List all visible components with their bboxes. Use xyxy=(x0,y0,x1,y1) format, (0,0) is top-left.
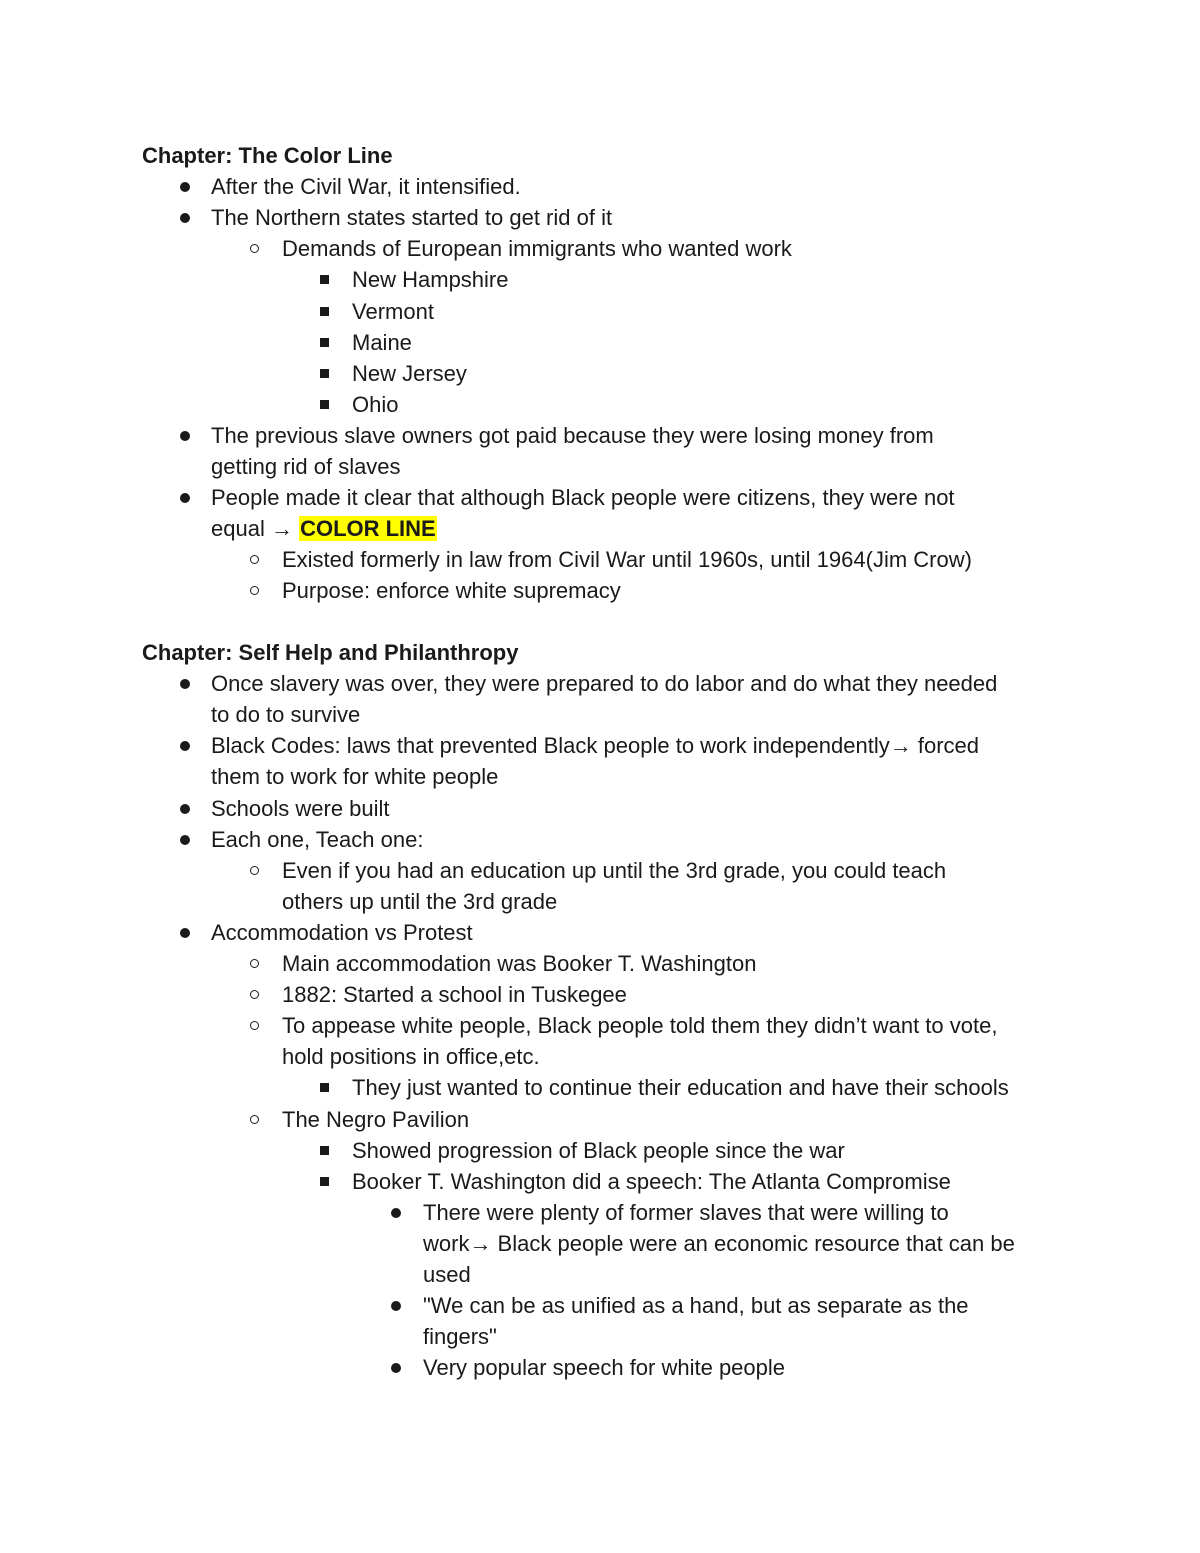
bullet-circle-icon xyxy=(250,586,259,595)
bullet-dot-icon xyxy=(391,1363,401,1373)
list-item-text: Purpose: enforce white supremacy xyxy=(282,578,621,604)
list-item-text: Ohio xyxy=(352,391,399,417)
list-item-text: They just wanted to continue their education and have their schools xyxy=(352,1075,1009,1101)
list-item-text: Maine xyxy=(352,329,412,355)
list-item-text: Existed formerly in law from Civil War until 1960s, until 1964(Jim Crow) xyxy=(282,547,972,573)
list-item-line xyxy=(423,1228,1015,1259)
list-item-text: Main accommodation was Booker T. Washington xyxy=(282,951,757,976)
list-item-line xyxy=(423,1259,471,1290)
list-item-text: Vermont xyxy=(352,298,434,324)
list-item-line xyxy=(211,482,955,513)
bullet-square-icon xyxy=(320,307,329,316)
list-item-text: them to work for white people xyxy=(211,764,499,790)
list-item-line xyxy=(282,544,972,575)
list-item-text: Schools were built xyxy=(211,795,390,821)
list-item-text: Black Codes: laws that prevented Black people to work independently→ forced xyxy=(211,733,979,759)
list-item-line xyxy=(352,296,434,327)
list-item-line xyxy=(423,1290,969,1321)
list-item-line xyxy=(282,948,756,979)
list-item-text: "We can be as unified as a hand, but as separate as the xyxy=(423,1293,969,1319)
list-item-text: others up until the 3rd grade xyxy=(282,888,558,914)
list-item-line xyxy=(211,917,473,948)
list-item-line xyxy=(423,1352,785,1383)
bullet-square-icon xyxy=(320,1177,329,1186)
bullet-circle-icon xyxy=(250,1021,259,1030)
bullet-square-icon xyxy=(320,338,329,347)
bullet-dot-icon xyxy=(180,835,190,845)
list-item-line xyxy=(352,1072,1009,1103)
bullet-circle-icon xyxy=(250,555,259,564)
list-item-line xyxy=(211,824,423,855)
bullet-dot-icon xyxy=(180,928,190,938)
list-item-line xyxy=(282,575,621,606)
list-item-text: Each one, Teach one: xyxy=(211,826,424,852)
list-item-line xyxy=(211,761,498,792)
list-item-text: The previous slave owners got paid because they were losing money from xyxy=(211,422,934,448)
list-item-line xyxy=(282,233,792,264)
bullet-square-icon xyxy=(320,275,329,284)
list-item-line xyxy=(211,171,521,202)
bullet-dot-icon xyxy=(180,182,190,192)
list-item-text: Booker T. Washington did a speech: The Atlanta Compromise xyxy=(352,1168,951,1194)
bullet-dot-icon xyxy=(180,741,190,751)
bullet-square-icon xyxy=(320,1083,329,1092)
bullet-dot-icon xyxy=(180,213,190,223)
list-item-line xyxy=(282,886,557,917)
list-item-line xyxy=(282,979,627,1010)
list-item-line xyxy=(211,699,360,730)
list-item-text: work→ Black people were an economic resource that can be xyxy=(423,1230,1015,1256)
list-item-text: The Northern states started to get rid of it xyxy=(211,205,613,231)
list-item-line xyxy=(352,264,509,295)
list-item-text: equal → xyxy=(211,516,300,542)
list-item-text: New Jersey xyxy=(352,360,467,386)
bullet-circle-icon xyxy=(250,866,259,875)
list-item-line xyxy=(211,451,401,482)
bullet-dot-icon xyxy=(180,493,190,503)
bullet-dot-icon xyxy=(391,1301,401,1311)
list-item-line xyxy=(211,793,390,824)
list-item-line xyxy=(211,730,979,761)
list-item-line xyxy=(423,1197,949,1228)
list-item-text: People made it clear that although Black people were citizens, they were not xyxy=(211,485,955,511)
list-item-line xyxy=(282,1104,469,1135)
bullet-dot-icon xyxy=(391,1208,401,1218)
list-item-text: Very popular speech for white people xyxy=(423,1355,786,1381)
list-item-line xyxy=(352,389,398,420)
list-item-line xyxy=(211,513,437,544)
bullet-dot-icon xyxy=(180,804,190,814)
list-item-text: 1882: Started a school in Tuskegee xyxy=(282,982,627,1008)
list-item-text: After the Civil War, it intensified. xyxy=(211,174,521,200)
list-item-text: To appease white people, Black people told them they didn’t want to vote, xyxy=(282,1013,998,1039)
list-item-line xyxy=(352,1166,951,1197)
list-item-text: New Hampshire xyxy=(352,267,509,293)
bullet-dot-icon xyxy=(180,679,190,689)
list-item-line xyxy=(211,420,934,451)
list-item-line xyxy=(282,1041,540,1072)
chapter-heading: Chapter: Self Help and Philanthropy xyxy=(142,640,519,665)
list-item-line xyxy=(423,1321,497,1352)
list-item-text: Demands of European immigrants who wanted work xyxy=(282,236,792,262)
list-item-text: used xyxy=(423,1262,471,1287)
list-item-text: There were plenty of former slaves that were willing to xyxy=(423,1199,949,1225)
bullet-square-icon xyxy=(320,1146,329,1155)
list-item-text: hold positions in office,etc. xyxy=(282,1044,540,1070)
bullet-circle-icon xyxy=(250,1115,259,1124)
list-item-text: Even if you had an education up until the 3rd grade, you could teach xyxy=(282,857,947,883)
bullet-circle-icon xyxy=(250,244,259,253)
list-item-text: The Negro Pavilion xyxy=(282,1106,470,1132)
list-item-text: to do to survive xyxy=(211,702,361,728)
list-item-line xyxy=(282,855,946,886)
list-item-line xyxy=(352,327,412,358)
list-item-text: getting rid of slaves xyxy=(211,454,401,479)
list-item-line xyxy=(352,358,467,389)
list-item-line xyxy=(211,202,612,233)
bullet-square-icon xyxy=(320,369,329,378)
list-item-text: Once slavery was over, they were prepared to do labor and do what they needed xyxy=(211,671,998,697)
bullet-circle-icon xyxy=(250,959,259,968)
highlighted-term: COLOR LINE xyxy=(300,516,436,542)
list-item-line xyxy=(352,1135,845,1166)
bullet-circle-icon xyxy=(250,990,259,999)
list-item-line xyxy=(282,1010,997,1041)
list-item-text: Accommodation vs Protest xyxy=(211,919,473,945)
chapter-heading: Chapter: The Color Line xyxy=(142,143,393,168)
bullet-dot-icon xyxy=(180,431,190,441)
list-item-line xyxy=(211,668,997,699)
bullet-square-icon xyxy=(320,400,329,409)
list-item-text: Showed progression of Black people since the war xyxy=(352,1137,845,1163)
list-item-text: fingers" xyxy=(423,1324,497,1350)
